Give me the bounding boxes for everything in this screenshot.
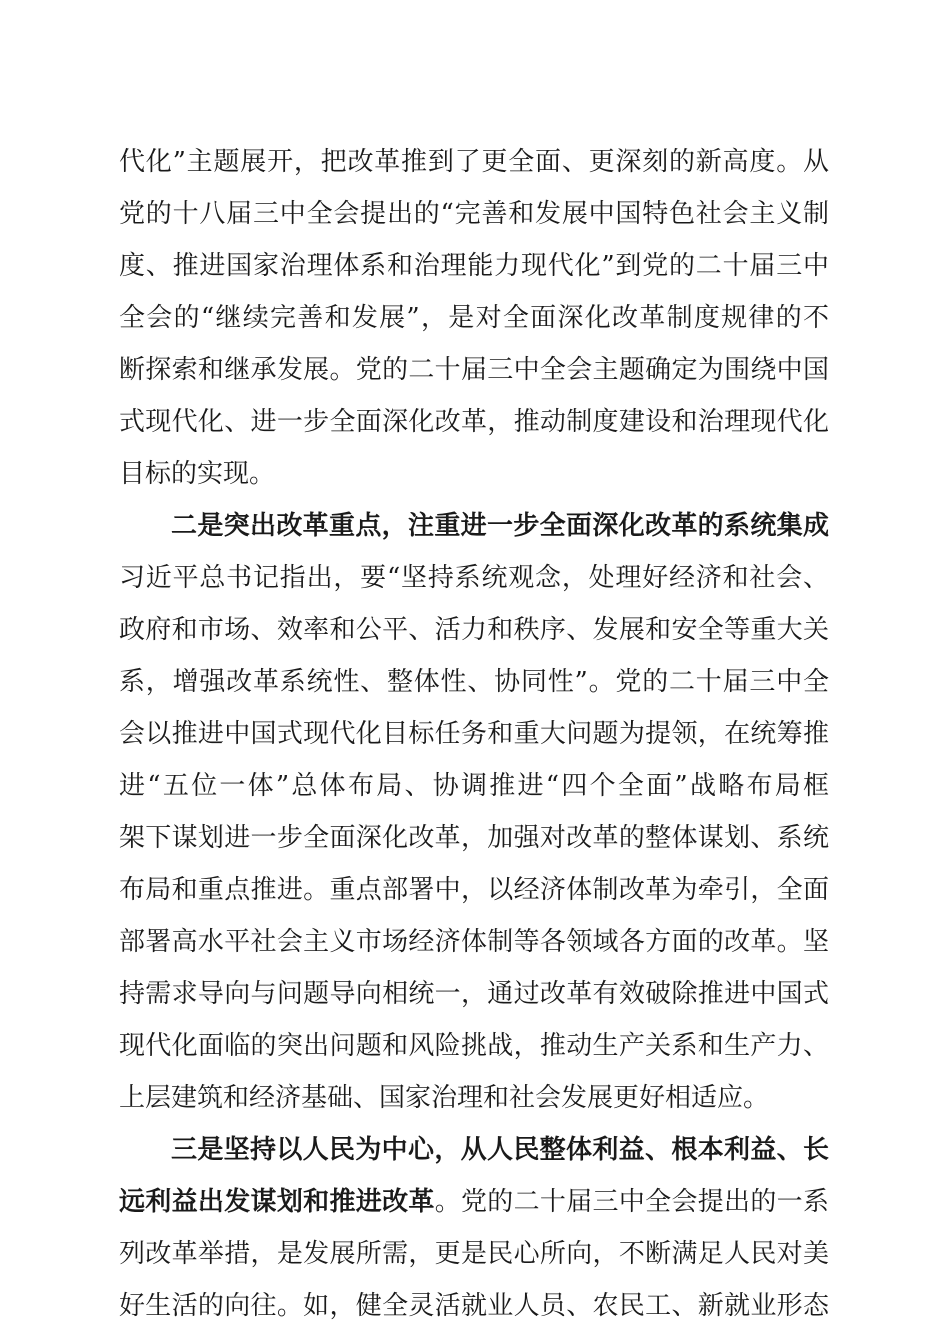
text-line: 上层建筑和经济基础、国家治理和社会发展更好相适应。 [119,1083,770,1113]
text-line: 断探索和继承发展。党的二十届三中全会主题确定为围绕中国 [119,355,829,385]
text-line: 系，增强改革系统性、整体性、协同性”。党的二十届三中全 [119,667,829,697]
text-line: 现代化面临的突出问题和风险挑战，推动生产关系和生产力、 [119,1031,829,1061]
text-line: 持需求导向与问题导向相统一，通过改革有效破除推进中国式 [119,979,829,1009]
text-line: 政府和市场、效率和公平、活力和秩序、发展和安全等重大关 [119,615,829,645]
text-run: 。党的二十届三中全会提出的一系 [434,1187,829,1217]
section-heading: 三是坚持以人民为中心，从人民整体利益、根本利益、长 [171,1135,829,1165]
paragraph-2 [119,500,829,1124]
text-line: 架下谋划进一步全面深化改革，加强对改革的整体谋划、系统 [119,823,829,853]
section-heading-continued: 远利益出发谋划和推进改革 [119,1187,435,1217]
text-line: 度、推进国家治理体系和治理能力现代化”到党的二十届三中 [119,251,829,281]
text-line: 式现代化、进一步全面深化改革，推动制度建设和治理现代化 [119,407,829,437]
text-line: 部署高水平社会主义市场经济体制等各领域各方面的改革。坚 [119,927,829,957]
text-line: 列改革举措，是发展所需，更是民心所向，不断满足人民对美 [119,1239,829,1269]
text-line: 好生活的向往。如，健全灵活就业人员、农民工、新就业形态 [119,1291,829,1321]
text-line: 习近平总书记指出，要“坚持系统观念，处理好经济和社会、 [119,563,829,593]
text-line: 进“五位一体”总体布局、协调推进“四个全面”战略布局框 [119,771,829,801]
section-heading: 二是突出改革重点，注重进一步全面深化改革的系统集成 [171,511,829,541]
paragraph-1 [119,136,829,500]
text-line: 党的十八届三中全会提出的“完善和发展中国特色社会主义制 [119,199,829,229]
document-body [119,136,829,1332]
text-line: 布局和重点推进。重点部署中，以经济体制改革为牵引，全面 [119,875,829,905]
text-line-mixed [119,1176,829,1228]
text-line: 目标的实现。 [119,459,276,489]
paragraph-3 [119,1124,829,1332]
text-line: 代化”主题展开，把改革推到了更全面、更深刻的新高度。从 [119,147,829,177]
text-line: 会以推进中国式现代化目标任务和重大问题为提领，在统筹推 [119,719,829,749]
text-line: 全会的“继续完善和发展”，是对全面深化改革制度规律的不 [119,303,829,333]
